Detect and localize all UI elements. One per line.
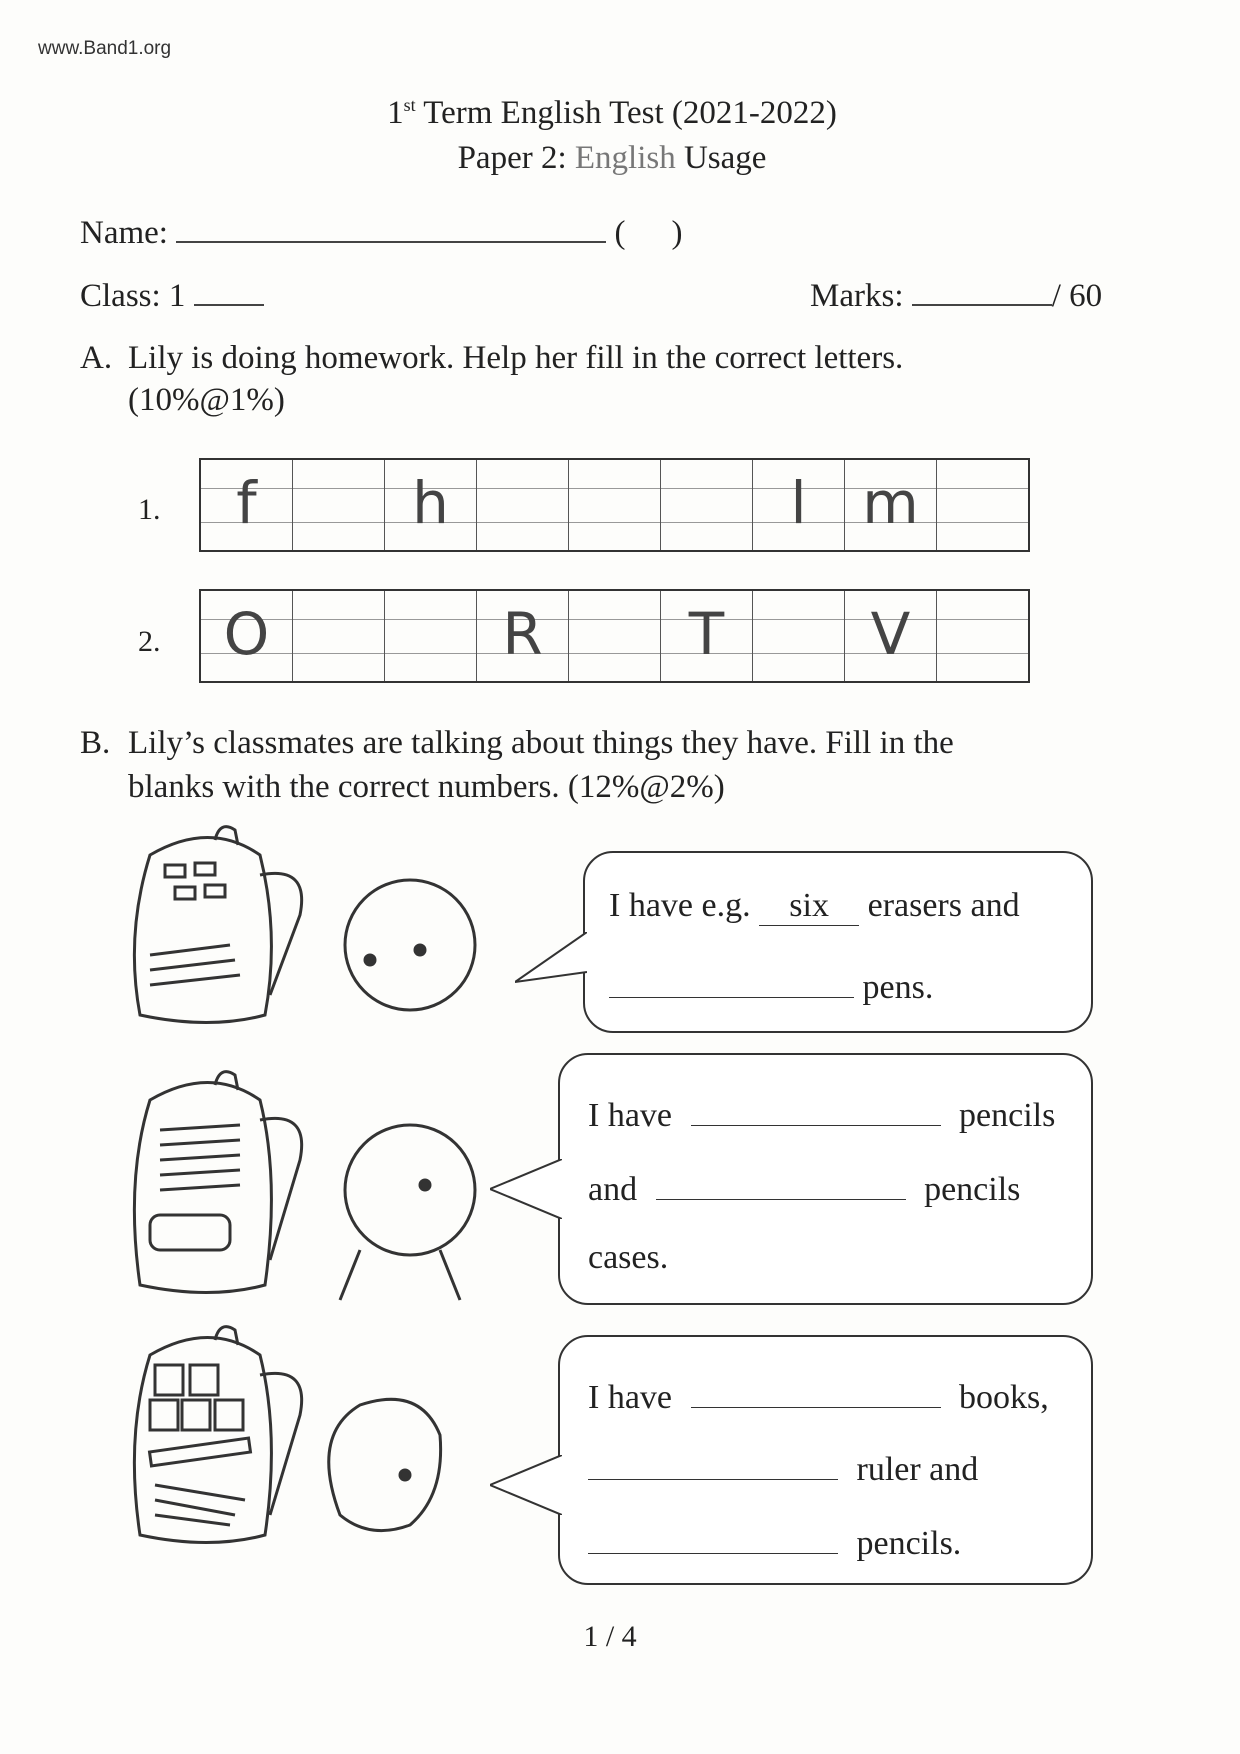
answer-blank[interactable] bbox=[691, 1373, 941, 1408]
paper-label: Paper 2: bbox=[457, 140, 567, 176]
answer-blank[interactable] bbox=[588, 1445, 838, 1480]
paper-title bbox=[0, 140, 1224, 177]
bubble-text: pencils bbox=[924, 1171, 1021, 1208]
letter-cell[interactable] bbox=[569, 591, 661, 681]
letter: m bbox=[862, 469, 919, 537]
speech-bubble-3 bbox=[558, 1335, 1093, 1585]
marks-total: / 60 bbox=[1051, 278, 1103, 314]
backpack-icon bbox=[134, 1327, 301, 1543]
test-title bbox=[0, 95, 1224, 132]
class-no-open: ( bbox=[614, 215, 626, 251]
letter: l bbox=[790, 469, 807, 537]
letter: T bbox=[688, 600, 725, 668]
section-b-letter: B. bbox=[80, 725, 111, 761]
section-a-instruction: Lily is doing homework. Help her fill in the correct letters. bbox=[128, 340, 904, 376]
speech-bubble-1 bbox=[583, 851, 1093, 1033]
letter-cell[interactable] bbox=[845, 591, 937, 681]
section-b-instruction-1: Lily’s classmates are talking about things they have. Fill in the bbox=[128, 725, 954, 761]
marks-row bbox=[810, 278, 1102, 315]
letter-cell[interactable] bbox=[661, 460, 753, 550]
paper-faded: English bbox=[574, 140, 676, 176]
class-field[interactable] bbox=[194, 304, 264, 306]
title-text: Term English Test (2021-2022) bbox=[415, 95, 837, 131]
page-number: 1 / 4 bbox=[583, 1620, 637, 1653]
marks-field[interactable] bbox=[912, 304, 1052, 306]
name-field[interactable] bbox=[176, 241, 606, 243]
bubble-text: pencils bbox=[959, 1097, 1056, 1134]
boy-head-icon bbox=[340, 1125, 475, 1300]
bubble-tail-icon bbox=[490, 1455, 562, 1515]
letter-cell[interactable] bbox=[293, 460, 385, 550]
answer-blank[interactable] bbox=[609, 963, 854, 998]
marks-label: Marks: bbox=[810, 278, 904, 314]
title-number: 1 bbox=[387, 95, 404, 131]
girl-head-icon bbox=[329, 1399, 441, 1530]
section-a-letter: A. bbox=[80, 340, 113, 376]
answer-blank[interactable] bbox=[691, 1091, 941, 1126]
bubble-text: pencils. bbox=[856, 1525, 962, 1562]
example-answer: six bbox=[759, 887, 859, 926]
letter-cell[interactable] bbox=[201, 460, 293, 550]
bubble-text: books, bbox=[959, 1379, 1049, 1416]
answer-blank[interactable] bbox=[588, 1519, 838, 1554]
letter-cell[interactable] bbox=[477, 591, 569, 681]
paper-rest: Usage bbox=[683, 140, 767, 176]
letter: R bbox=[502, 600, 543, 668]
letter-cell[interactable] bbox=[753, 460, 845, 550]
letter: h bbox=[412, 469, 449, 537]
bubble-text: I have bbox=[588, 1379, 673, 1416]
letter-cell[interactable] bbox=[569, 460, 661, 550]
name-label: Name: bbox=[80, 215, 168, 251]
bubble-text: ruler and bbox=[856, 1451, 979, 1488]
name-row bbox=[80, 215, 682, 252]
letter-grid-1 bbox=[199, 458, 1030, 552]
letter: O bbox=[223, 600, 270, 668]
letter-cell[interactable] bbox=[937, 591, 1028, 681]
letter-cell[interactable] bbox=[385, 591, 477, 681]
backpack-icon bbox=[134, 1072, 301, 1293]
row-label: 1. bbox=[138, 493, 161, 526]
answer-blank[interactable] bbox=[656, 1165, 906, 1200]
watermark: www.Band1.org bbox=[38, 38, 172, 59]
letter-cell[interactable] bbox=[293, 591, 385, 681]
title-sup: st bbox=[403, 95, 416, 115]
row-label: 2. bbox=[138, 625, 161, 658]
section-a-marks: (10%@1%) bbox=[128, 382, 285, 418]
letter-cell[interactable] bbox=[385, 460, 477, 550]
letter-cell[interactable] bbox=[753, 591, 845, 681]
class-label: Class: 1 bbox=[80, 278, 186, 314]
backpack-icon bbox=[134, 827, 301, 1023]
speech-bubble-2 bbox=[558, 1053, 1093, 1305]
boy-head-icon bbox=[345, 880, 475, 1010]
class-row bbox=[80, 278, 264, 315]
letter-cell[interactable] bbox=[477, 460, 569, 550]
class-no-close: ) bbox=[671, 215, 683, 251]
bubble-tail-icon bbox=[490, 1159, 562, 1219]
illustrations bbox=[120, 825, 520, 1595]
bubble-text: I have e.g. bbox=[609, 887, 751, 924]
bubble-text: and bbox=[588, 1171, 638, 1208]
letter-cell[interactable] bbox=[661, 591, 753, 681]
bubble-text: erasers and bbox=[867, 887, 1020, 924]
letter-cell[interactable] bbox=[201, 591, 293, 681]
letter-cell[interactable] bbox=[937, 460, 1028, 550]
bubble-text: pens. bbox=[862, 969, 934, 1006]
letter: f bbox=[236, 469, 257, 537]
section-b-instruction-2: blanks with the correct numbers. (12%@2%) bbox=[128, 769, 725, 805]
bubble-tail-icon bbox=[515, 932, 587, 992]
letter-cell[interactable] bbox=[845, 460, 937, 550]
bubble-text: cases. bbox=[588, 1239, 669, 1276]
bubble-text: I have bbox=[588, 1097, 673, 1134]
letter: V bbox=[870, 600, 911, 668]
letter-grid-2 bbox=[199, 589, 1030, 683]
